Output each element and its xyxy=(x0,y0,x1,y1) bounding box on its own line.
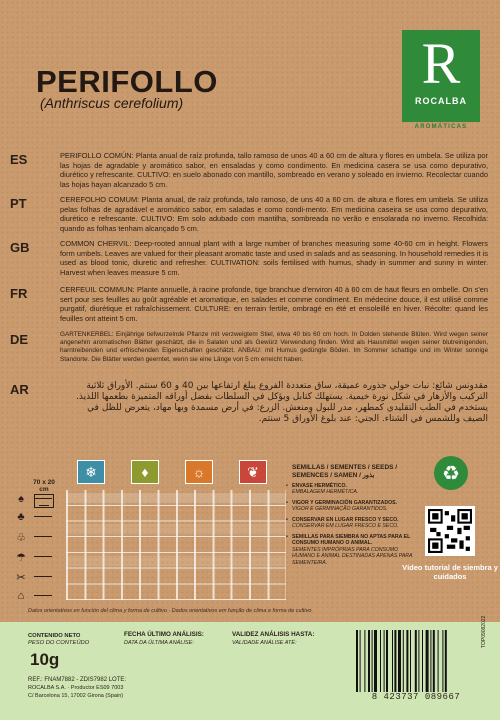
video-qr-code[interactable] xyxy=(425,506,475,556)
address: C/ Barcelona 15, 17002 Girona (Spain) xyxy=(28,693,124,699)
info-item xyxy=(292,500,422,513)
info-es: • ENVASE HERMÉTICO. xyxy=(292,483,347,489)
seed-icon: ♦ xyxy=(131,460,159,484)
qr-code-icon xyxy=(428,509,472,553)
info-item xyxy=(292,483,422,496)
snowflake-icon: ❄ xyxy=(77,460,105,484)
lang-text: مقدونس شائع: نبات حولي جذوره عميقة، ساق متعددة الفروع يبلغ ارتفاعها بين 40 و 60 سنتم. الأوراق ثلاثية التركيب والأزهار في شكل نورة خيمية. يستهلك كتابل ويؤكل في السلطات بفضل أوراقه المتميزة بطعمها اللذيذ. يستخدم في الطب التقليدي كمطهر، مدر للبول ومنعش. الزرع: في أرض مسمدة وبها مهاد، يتعرض للظل في الصيف وللشمس في الشتاء. الجني: عند بلوغ الأوراق 5 سنتم. xyxy=(76,381,488,424)
brand-logo xyxy=(402,30,480,122)
net-content-value: 10g xyxy=(30,650,60,669)
calendar-row-transplant xyxy=(66,524,286,534)
info-es: • SEMILLAS PARA SIEMBRA NO APTAS PARA EL CONSUMO HUMANO O ANIMAL. xyxy=(292,534,411,547)
valid-label-pt: VALIDADE ANÁLISE ATÉ: xyxy=(232,640,297,646)
lang-text: COMMON CHERVIL: Deep-rooted annual plant with a large number of branches measuring some 40-60 cm in height. Flowers form umbels. Leaves are valued for their pleasant aromatic taste and used in salads and as seasoning. In household remedies it is used as blood tonic, diuretic and refresher. CULTIVATION: soils fertilised with humus, shady in summer and sunny in winter. Harvest when leaves measure 5 cm. xyxy=(60,239,488,277)
brand-name: ROCALBA xyxy=(415,96,467,106)
analysis-label-es: FECHA ÚLTIMO ANÁLISIS: xyxy=(124,631,204,638)
info-pt: CONSERVAR EM LUGAR FRESCO E SECO. xyxy=(292,523,399,530)
latin-name: (Anthriscus cerefolium) xyxy=(40,95,184,111)
spacing-icon xyxy=(34,494,54,508)
lang-code: DE xyxy=(10,332,29,347)
analysis-label-pt: DATA DA ÚLTIMA ANÁLISE: xyxy=(124,640,194,646)
calendar-row-sowing xyxy=(66,493,286,503)
sowing-calendar-grid xyxy=(66,490,286,600)
barcode-icon xyxy=(354,630,478,694)
net-label-es: CONTENIDO NETO xyxy=(28,633,81,639)
info-item xyxy=(292,534,422,566)
lang-text: CERFEUIL COMMUN: Plante annuelle, à racine profonde, tige branchue d'environ 40 à 60 cm de haut fleurs en ombelle. On s'en sert pour ses feuilles au goût agréable et aromatique, en salades et comme condiment. En médecine douce, il est utilisé comme purgatif, diurétique et rafraîchissement. CULTURE: en terrain fertile, ombragé en été et ensoleillé en hiver. Récolte: quand les feuilles ont atteint 5 cm. xyxy=(60,285,488,323)
green-dot-icon: ♻ xyxy=(434,456,468,490)
reference-info xyxy=(28,676,126,700)
producer: ROCALBA S.A. · Productor ES09 7003 xyxy=(28,685,124,691)
lang-code: GB xyxy=(10,240,30,255)
harvest-icon: ✂ xyxy=(10,570,32,584)
seeds-title-es: SEMILLAS / SEMENTES / SEEDS / xyxy=(292,464,398,471)
seeds-title-other: SEMENCES / SAMEN / بذور xyxy=(292,472,375,479)
info-pt: VIGOR E GERMINAÇÃO GARANTIDOS. xyxy=(292,506,388,513)
analysis-date xyxy=(124,631,204,647)
info-pt: SEMENTES IMPRÓPRIAS PARA CONSUMO HUMANO E ANIMAL DESTINADAS APENAS PARA SEMENTEIRA. xyxy=(292,546,413,566)
transplant-icon: ♧ xyxy=(10,530,32,544)
lang-text: PERIFOLLO COMÚN: Planta anual de raíz profunda, tallo ramoso de unos 40 a 60 cm de altura y flores en umbela. Se utiliza por las hojas de agradable y aromático sabor, en ensaladas y como condimento. En medicina casera se usa como depurativo, diurético y refrescante. CULTIVO: en suelo abonado con mantillo, sombreado en verano y soleado en invierno. Recolectar cuando las hojas hayan alcanzado 5 cm. xyxy=(60,151,488,189)
lang-code: AR xyxy=(10,382,29,397)
net-label-pt: PESO DO CONTEÚDO xyxy=(28,640,90,646)
barcode xyxy=(354,630,478,704)
sow-direct-icon: ♣ xyxy=(10,510,32,524)
lang-code: ES xyxy=(10,152,28,167)
plant-spacing: 70 x 20 cm xyxy=(33,479,55,493)
info-es: • VIGOR Y GERMINACIÓN GARANTIZADOS. xyxy=(292,500,398,506)
sun-icon: ☼ xyxy=(185,460,213,484)
brand-subtitle: AROMÁTICAS xyxy=(414,124,468,130)
info-pt: EMBALAGEM HERMÉTICA. xyxy=(292,489,359,496)
leaf-icon: ❦ xyxy=(239,460,267,484)
lang-text: CEREFOLHO COMUM: Planta anual, de raíz profunda, talo ramoso, de uns 40 a 60 cm. de altura e flores em umbela. Se utiliza pelas folhas de agradável e aromático sabor, em saladas e como condi-mento. Em medicina caseira se usa como depurativo, diurético e refrescante. CULTIVO: Em solo adubado com mantilha, sombreada no verão e ensolarada no inverno. Recolhida: quando as folhas tenham alcançado 5 cm. xyxy=(60,195,488,233)
analysis-validity xyxy=(232,631,314,647)
valid-label-es: VALIDEZ ANÁLISIS HASTA: xyxy=(232,631,315,638)
reference-code: REF.: FNAM7882 - ZDIS7982 LOTE: xyxy=(28,677,127,683)
info-es: • CONSERVAR EN LUGAR FRESCO Y SECO. xyxy=(292,517,399,523)
video-tutorial-label[interactable]: Vídeo tutorial de siembra y cuidados xyxy=(402,563,498,581)
watering-icon: ☂ xyxy=(10,550,32,564)
seeds-title xyxy=(292,464,412,480)
sow-seedbed-icon: ♠ xyxy=(10,492,32,506)
info-item xyxy=(292,517,422,530)
lang-code: PT xyxy=(10,196,27,211)
basket-icon: ⌂ xyxy=(10,589,32,603)
footnote: Datos orientativos en función del clima y forma de cultivo · Dados orientativos em função de clima e forma de cultivo xyxy=(28,608,312,614)
product-title: PERIFOLLO xyxy=(36,64,218,99)
lang-code: FR xyxy=(10,286,28,301)
calendar-row-harvest xyxy=(66,556,286,566)
logo-r-icon: R xyxy=(421,31,461,96)
barcode-number: 8 423737 089667 xyxy=(371,692,461,702)
lot-code: TOP09082022 xyxy=(481,615,487,648)
lang-text: GARTENKERBEL: Einjährige tiefwurzelnde Pflanze mit verzweigtem Stiel, etwa 40 bis 60 cm hoch. In Dolden stehende Blüten. Wird wegen seiner angenehm aromatischen Blätter geschätzt, die in Salaten und als Gewürz Verwendung finden. Wird als Hausmittel wegen seiner blutreinigenden, harntreibenden und erfrischenden Eigenschaften geschätzt. ANBAU: mit Humus gedüngte Böden. Im Sommer schattige und im Winter sonnige Standorte. Die Blätter werden geerntet, wenn sie eine Länge von 5 cm erreicht haben. xyxy=(60,331,488,363)
net-content-label xyxy=(28,633,89,647)
